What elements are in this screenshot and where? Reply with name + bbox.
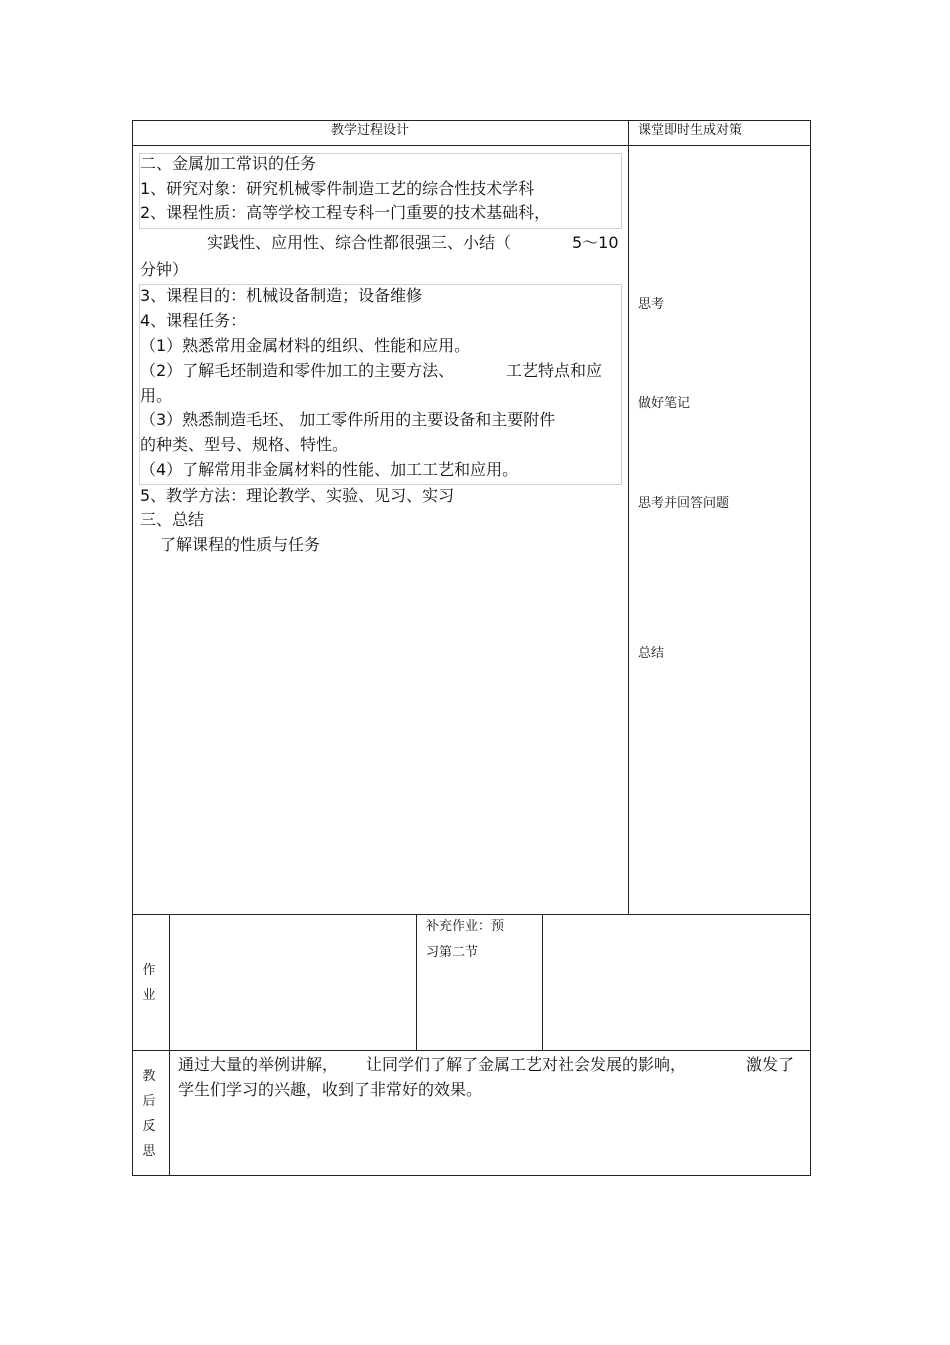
table-top-border: [132, 120, 811, 121]
side-note-take-notes: 做好笔记: [638, 396, 691, 411]
header-classroom-strategy: 课堂即时生成对策: [638, 123, 743, 138]
main-line: 了解课程的性质与任务: [160, 535, 321, 554]
side-note-summary: 总结: [638, 646, 665, 661]
main-line: 4、课程任务：: [140, 311, 247, 330]
main-line: 3、课程目的：机械设备制造；设备维修: [140, 286, 423, 305]
homework-supplement-line1: 补充作业：预: [426, 919, 505, 934]
main-line: 5、教学方法：理论教学、实验、见习、实习: [140, 486, 455, 505]
homework-label: [139, 958, 159, 1008]
reflection-label-char: 教: [142, 1069, 156, 1084]
header-teaching-process: 教学过程设计: [331, 123, 410, 138]
homework-divider-2: [542, 914, 543, 1051]
reflection-line1-part3: 激发了: [746, 1055, 795, 1074]
main-line: 实践性、应用性、综合性都很强三、小结（: [207, 233, 512, 252]
reflection-line1-part1: 通过大量的举例讲解，: [178, 1055, 339, 1074]
homework-label-char: 作: [142, 963, 156, 978]
header-bottom-border: [132, 145, 811, 146]
main-line: （4）了解常用非金属材料的性能、加工工艺和应用。: [140, 460, 519, 479]
main-line: （3）熟悉制造毛坯、 加工零件所用的主要设备和主要附件: [140, 410, 556, 429]
main-line: （2）了解毛坯制造和零件加工的主要方法、: [140, 361, 455, 380]
main-line: 1、研究对象：研究机械零件制造工艺的综合性技术学科: [140, 179, 535, 198]
table-right-border: [810, 120, 811, 1176]
table-bottom-border: [132, 1175, 811, 1176]
main-line: 工艺特点和应: [506, 361, 603, 380]
homework-label-char: 业: [142, 988, 156, 1003]
main-line: 分钟）: [140, 260, 189, 279]
main-line: 5～10: [572, 233, 619, 252]
reflection-label-char: 后: [142, 1094, 156, 1109]
homework-bottom-border: [132, 1050, 811, 1051]
homework-divider-1: [416, 914, 417, 1051]
main-line: （1）熟悉常用金属材料的组织、性能和应用。: [140, 336, 471, 355]
homework-supplement-line2: 习第二节: [426, 945, 479, 960]
side-note-answer: 思考并回答问题: [638, 496, 730, 511]
side-note-think: 思考: [638, 297, 665, 312]
main-line: 用。: [140, 386, 173, 405]
reflection-label-char: 反: [142, 1119, 156, 1134]
table-left-border: [132, 120, 133, 1176]
main-line: 二、金属加工常识的任务: [140, 154, 317, 173]
main-line: 的种类、型号、规格、特性。: [140, 435, 349, 454]
reflection-line1-part2: 让同学们了解了金属工艺对社会发展的影响，: [366, 1055, 687, 1074]
column-divider: [628, 120, 629, 915]
reflection-label-char: 思: [142, 1144, 156, 1159]
reflection-label: [139, 1064, 159, 1164]
main-bottom-border: [132, 914, 811, 915]
label-column-divider: [169, 914, 170, 1176]
main-line: 三、总结: [140, 510, 205, 529]
main-line: 2、课程性质：高等学校工程专科一门重要的技术基础科，: [140, 203, 551, 222]
reflection-line2: 学生们学习的兴趣，收到了非常好的效果。: [178, 1080, 483, 1099]
